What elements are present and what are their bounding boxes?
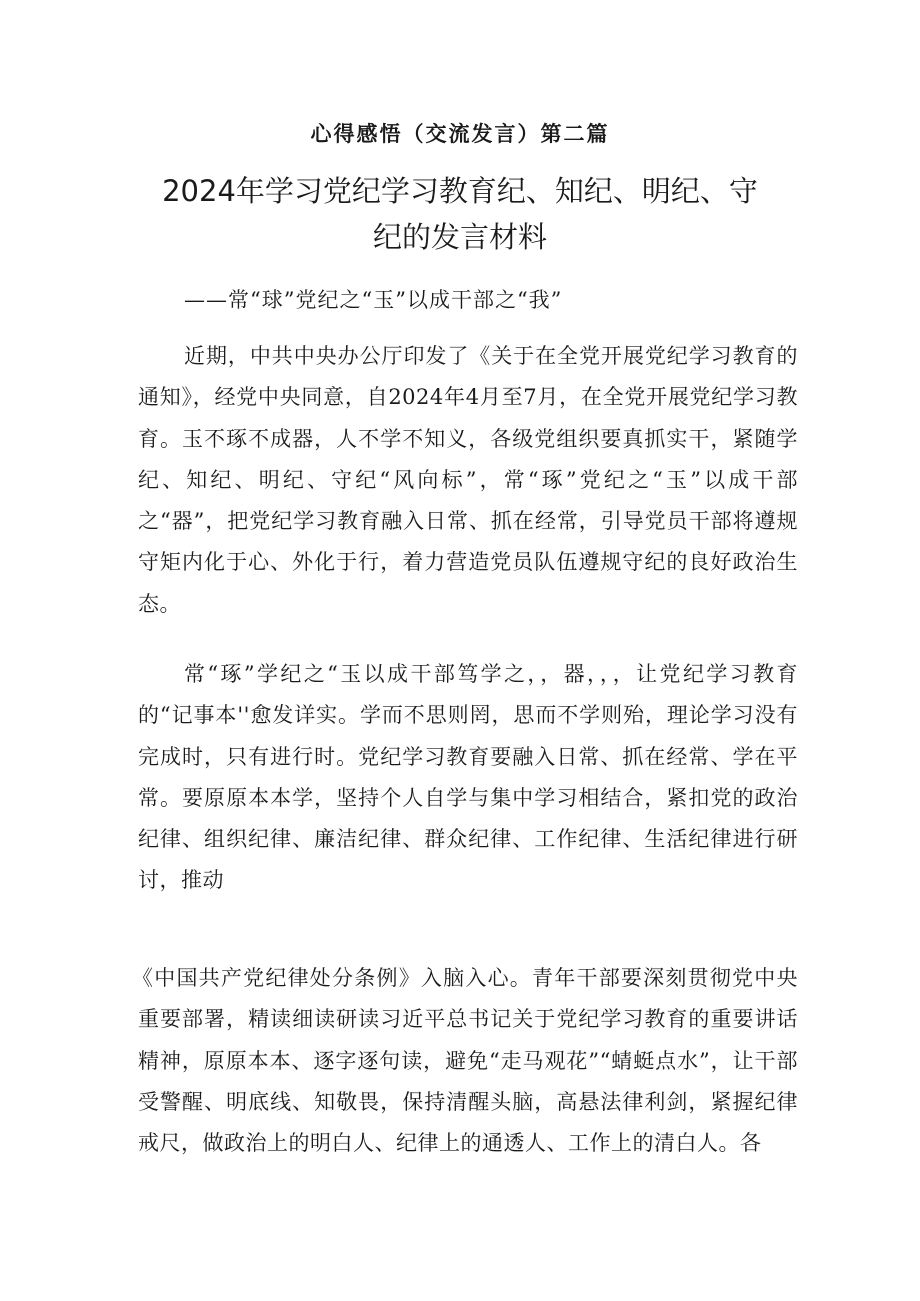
- series-title: 心得感悟（交流发言）第二篇: [310, 121, 610, 146]
- paragraph-2: [138, 654, 798, 902]
- paragraph-text-inner: 《中国共产党纪律处分条例》入脑入心。青年干部要深刻贯彻党中央重要部署，精读细读研读习近平总书记关于党纪学习教育的重要讲话精神，原原本本、逐字逐句读，避免“走马观花”“蜻蜓点水”，让干部受警醒、明底线、知敬畏，保持清醒头脑，高悬法律利剑，紧握纪律戒尺，做政治上的明白人、纪律上的通透人、工作上的清白人。各: [132, 966, 798, 1156]
- paragraph-text: [132, 958, 798, 1164]
- paragraph-1: [138, 336, 798, 625]
- main-title: 2024年学习党纪学习教育纪、知纪、明纪、守纪的发言材料: [162, 174, 758, 254]
- paragraph-text: 近期，中共中央办公厅印发了《关于在全党开展党纪学习教育的通知》，经党中央同意，自2024年4月至7月，在全党开展党纪学习教育。玉不琢不成器，人不学不知义，各级党组织要真抓实干，紧随学纪、知纪、明纪、守纪“风向标”，常“琢”党纪之“玉”以成干部之“器”，把党纪学习教育融入日常、抓在经常，引导党员干部将遵规守矩内化于心、外化于行，着力营造党员队伍遵规守纪的良好政治生态。: [138, 344, 798, 616]
- subtitle: ——常“球”党纪之“玉”以成干部之“我”: [184, 288, 563, 312]
- paragraph-3: [132, 958, 798, 1164]
- paragraph-text: 常“琢”学纪之“玉以成干部笃学之，，器，，，让党纪学习教育的“记事本''愈发详实。学而不思则罔，思而不学则殆，理论学习没有完成时，只有进行时。党纪学习教育要融入日常、抓在经常、学在平常。要原原本本学，坚持个人自学与集中学习相结合，紧扣党的政治纪律、组织纪律、廉洁纪律、群众纪律、工作纪律、生活纪律进行研讨，推动: [138, 662, 798, 893]
